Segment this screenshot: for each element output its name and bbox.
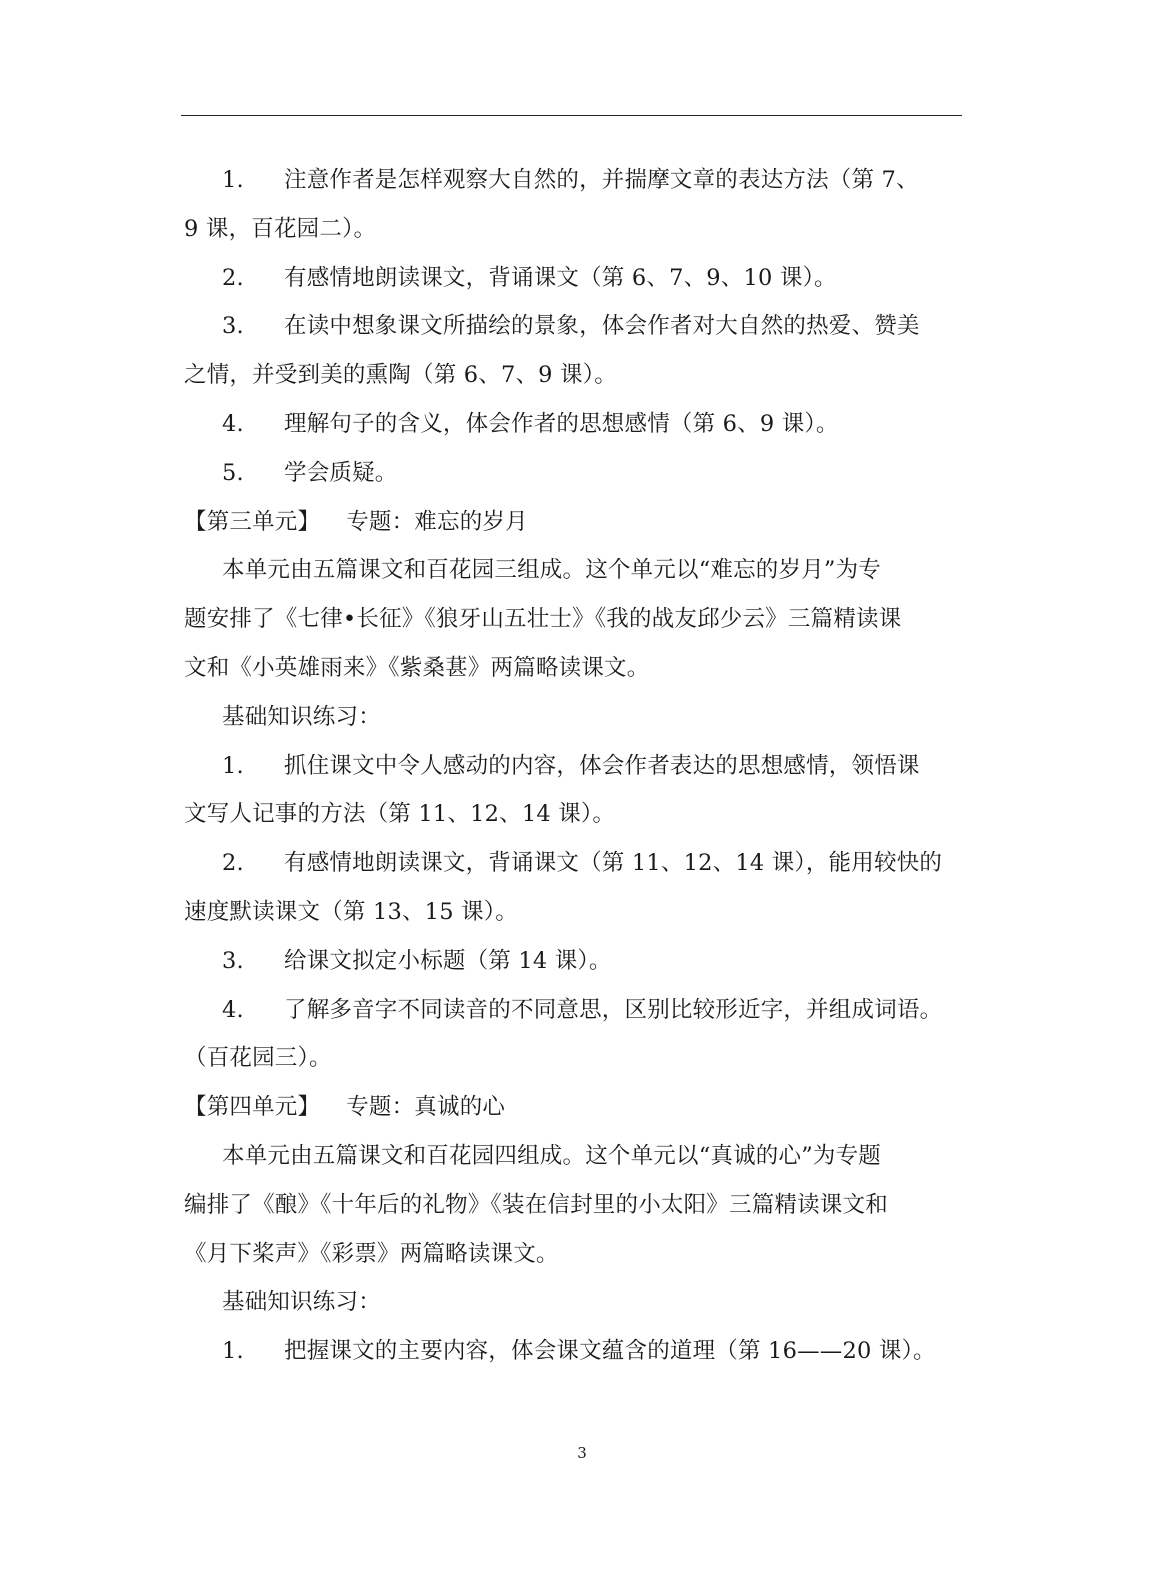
item-number: 2. — [222, 850, 244, 877]
item-text: 注意作者是怎样观察大自然的，并揣摩文章的表达方法（第 7、 — [284, 167, 919, 193]
list-item — [184, 937, 964, 986]
text-line: 编排了《酿》《十年后的礼物》《装在信封里的小太阳》三篇精读课文和 — [184, 1191, 888, 1218]
text-line: 题安排了《七律•长征》《狼牙山五壮士》《我的战友邱少云》三篇精读课 — [184, 606, 902, 633]
item-text: 抓住课文中令人感动的内容，体会作者表达的思想感情，领悟课 — [284, 752, 920, 779]
text-line: 《月下桨声》《彩票》两篇略读课文。 — [184, 1240, 559, 1267]
item-number: 1. — [222, 1338, 244, 1365]
section-heading — [184, 498, 964, 547]
text-line: 9 课，百花园二）。 — [184, 215, 377, 242]
document-body — [184, 156, 964, 1376]
section-heading — [184, 1083, 964, 1132]
text-line: 文和《小英雄雨来》《紫桑葚》两篇略读课文。 — [184, 654, 650, 681]
item-number: 3. — [222, 313, 244, 340]
unit-label: 【第三单元】 — [184, 508, 321, 535]
list-item — [184, 254, 964, 303]
item-text: 学会质疑。 — [284, 459, 398, 486]
item-text: 在读中想象课文所描绘的景象，体会作者对大自然的热爱、赞美 — [284, 313, 920, 340]
text-line: 速度默读课文（第 13、15 课）。 — [184, 898, 518, 925]
text-line: 之情，并受到美的熏陶（第 6、7、9 课）。 — [184, 362, 617, 389]
unit-topic: 专题：难忘的岁月 — [346, 508, 528, 535]
list-item — [184, 400, 964, 449]
item-text: 了解多音字不同读音的不同意思，区别比较形近字，并组成词语。 — [284, 996, 943, 1023]
list-item — [184, 156, 964, 205]
item-number: 4. — [222, 996, 244, 1023]
paragraph-start: 本单元由五篇课文和百花园四组成。这个单元以“真诚的心”为专题 — [222, 1142, 882, 1169]
paragraph-start: 本单元由五篇课文和百花园三组成。这个单元以“难忘的岁月”为专 — [222, 557, 882, 584]
subheading: 基础知识练习： — [222, 1289, 381, 1316]
unit-topic: 专题：真诚的心 — [346, 1094, 506, 1121]
item-number: 5. — [222, 459, 244, 486]
list-item — [184, 449, 964, 498]
list-item — [184, 839, 964, 888]
item-number: 4. — [222, 410, 244, 437]
list-item — [184, 1327, 964, 1376]
unit-label: 【第四单元】 — [184, 1094, 321, 1121]
header-rule — [181, 115, 962, 116]
item-text: 有感情地朗读课文，背诵课文（第 6、7、9、10 课）。 — [284, 264, 837, 291]
list-item — [184, 986, 964, 1035]
item-number: 2. — [222, 264, 244, 291]
list-item — [184, 742, 964, 791]
item-text: 把握课文的主要内容，体会课文蕴含的道理（第 16——20 课）。 — [284, 1338, 936, 1365]
item-text: 有感情地朗读课文，背诵课文（第 11、12、14 课），能用较快的 — [284, 850, 943, 877]
subheading: 基础知识练习： — [222, 703, 381, 730]
item-number: 1. — [222, 752, 244, 779]
list-item — [184, 302, 964, 351]
item-text: 理解句子的含义，体会作者的思想感情（第 6、9 课）。 — [284, 410, 839, 437]
item-text: 给课文拟定小标题（第 14 课）。 — [284, 947, 612, 974]
text-line: （百花园三）。 — [184, 1045, 332, 1072]
page-number: 3 — [577, 1444, 587, 1462]
item-number: 3. — [222, 947, 244, 974]
item-number: 1. — [222, 167, 244, 193]
text-line: 文写人记事的方法（第 11、12、14 课）。 — [184, 801, 616, 828]
